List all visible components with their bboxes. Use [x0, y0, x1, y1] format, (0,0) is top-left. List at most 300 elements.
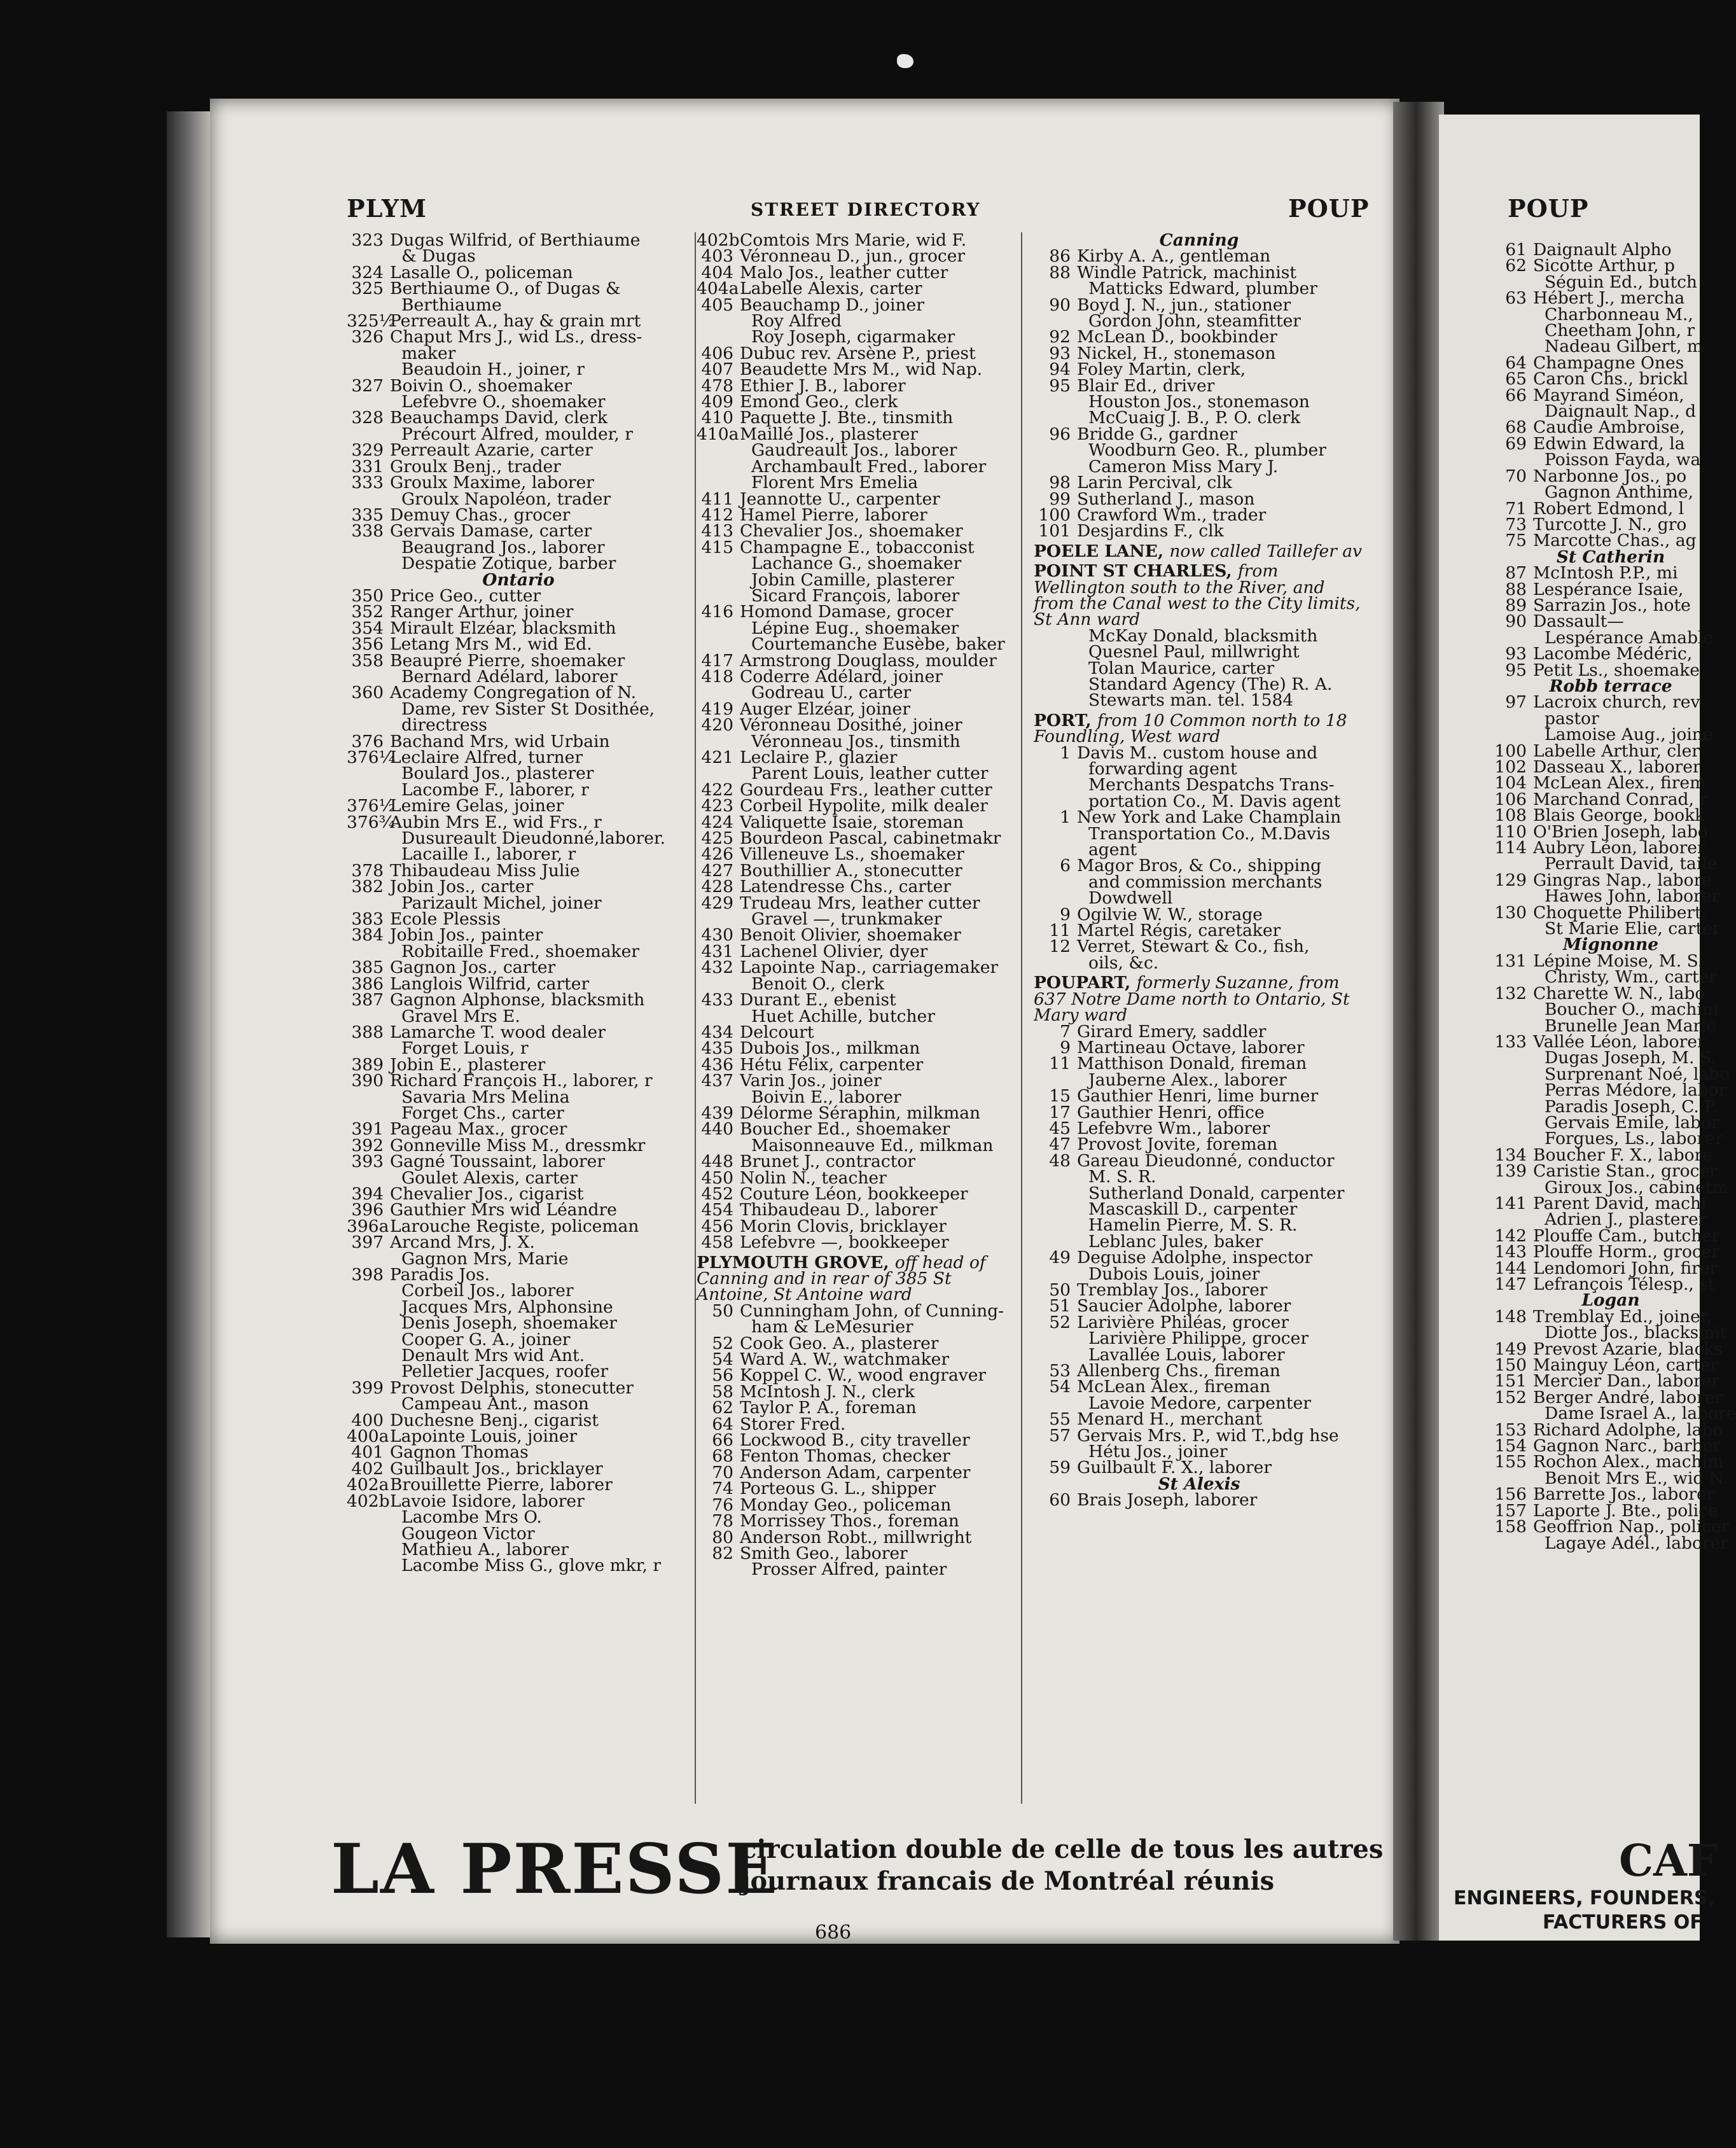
house-number: 437: [701, 1071, 733, 1091]
directory-entry: [1034, 690, 1364, 711]
street-description: now called Taillefer av: [1169, 541, 1363, 561]
resident-text: Lespérance Amable: [1545, 627, 1714, 648]
house-number: 358: [351, 650, 384, 671]
resident-text: Chaput Mrs J., wid Ls., dress-: [390, 327, 642, 347]
house-number: 398: [351, 1265, 384, 1285]
resident-text: & Dugas: [401, 246, 476, 267]
resident-text: Duchesne Benj., cigarist: [390, 1410, 599, 1430]
resident-text: Mascaskill D., carpenter: [1088, 1199, 1298, 1219]
resident-text: Matthison Donald, fireman: [1077, 1054, 1307, 1074]
resident-text: Groulx Napoléon, trader: [401, 489, 611, 509]
resident-text: Boyd J. N., jun., stationer: [1077, 295, 1291, 315]
house-number: 155: [1494, 1452, 1527, 1472]
resident-text: Véronneau Dosithé, joiner: [740, 715, 962, 736]
house-number: 62: [712, 1398, 733, 1418]
street-description: formerly Suzanne, from 637 Notre Dame north to Ontario, St Mary ward: [1034, 973, 1350, 1026]
house-number: 390: [351, 1071, 384, 1091]
resident-text: Lendomori John, firer: [1533, 1258, 1718, 1278]
resident-text: Mayrand Siméon,: [1533, 385, 1684, 405]
resident-text: Blais George, bookk: [1533, 806, 1705, 826]
resident-text: Beaudoin H., joiner, r: [401, 359, 585, 380]
resident-text: Courtemanche Eusèbe, baker: [751, 634, 1005, 655]
resident-text: Champagne Ones: [1533, 352, 1684, 373]
house-number: 389: [351, 1054, 384, 1075]
house-number: 106: [1494, 789, 1527, 809]
resident-text: Daignault Nap., d: [1545, 401, 1697, 422]
resident-text: Durant E., ebenist: [740, 990, 896, 1010]
house-number: 384: [351, 925, 384, 945]
resident-text: Allenberg Chs., fireman: [1077, 1361, 1281, 1381]
house-number: 400a: [347, 1426, 389, 1447]
resident-text: Lacombe Mrs O.: [401, 1507, 542, 1528]
resident-text: Groulx Benj., trader: [390, 456, 561, 477]
resident-text: Lacombe Médéric,: [1533, 644, 1693, 664]
house-number: 396: [351, 1200, 384, 1220]
house-number: 93: [1505, 644, 1527, 664]
resident-text: Lépine Moise, M. S.: [1533, 951, 1704, 971]
house-number: 325½: [347, 311, 396, 331]
ad-text: [741, 1834, 1383, 1897]
house-number: 430: [701, 925, 733, 945]
house-number: 134: [1494, 1145, 1527, 1165]
resident-text: Délorme Séraphin, milkman: [740, 1103, 981, 1123]
resident-text: Narbonne Jos., po: [1533, 466, 1687, 486]
house-number: 93: [1049, 343, 1071, 363]
running-head-center: STREET DIRECTORY: [751, 199, 981, 220]
street-name: PORT,: [1034, 710, 1097, 730]
resident-text: Larivière Philéas, grocer: [1077, 1312, 1289, 1332]
house-number: 74: [712, 1479, 733, 1499]
resident-text: Boivin E., laborer: [751, 1087, 901, 1107]
resident-text: Gagnon Mrs, Marie: [401, 1248, 569, 1269]
house-number: 376¾: [347, 812, 396, 832]
resident-text: Christy, Wm., carter: [1545, 967, 1717, 987]
resident-text: Monday Geo., policeman: [740, 1495, 952, 1515]
house-number: 434: [701, 1022, 733, 1042]
resident-text: Gingras Nap., labore: [1533, 870, 1712, 890]
resident-text: Beaudette Mrs M., wid Nap.: [740, 359, 983, 380]
house-number: 421: [701, 748, 733, 767]
resident-text: ham & LeMesurier: [751, 1317, 913, 1337]
resident-text: Koppel C. W., wood engraver: [740, 1365, 987, 1386]
resident-text: Martineau Octave, laborer: [1077, 1037, 1305, 1057]
resident-text: Kirby A. A., gentleman: [1077, 246, 1271, 267]
house-number: 47: [1049, 1134, 1071, 1155]
resident-text: Charette W. N., labo: [1533, 983, 1705, 1003]
resident-text: Comtois Mrs Marie, wid F.: [740, 230, 967, 250]
resident-text: Lefebvre Wm., laborer: [1077, 1118, 1270, 1138]
resident-text: Provost Delphis, stonecutter: [390, 1377, 634, 1398]
resident-text: Hamel Pierre, laborer: [740, 505, 927, 525]
directory-column-1: [347, 232, 690, 1574]
resident-text: Prevost Azarie, blacks: [1533, 1339, 1723, 1359]
resident-text: Hamelin Pierre, M. S. R.: [1088, 1215, 1298, 1236]
resident-text: Matticks Edward, plumber: [1088, 279, 1317, 299]
street-entry: [697, 1252, 1024, 1305]
resident-text: Cooper G. A., joiner: [401, 1329, 571, 1349]
resident-text: Gervais Emile, labor: [1545, 1112, 1719, 1133]
resident-text: Denis Joseph, shoemaker: [401, 1313, 617, 1334]
house-number: 385: [351, 958, 384, 978]
directory-entry: [697, 297, 1024, 313]
house-number: 335: [351, 505, 384, 525]
resident-text: Perreault A., hay & grain mrt: [390, 311, 641, 331]
house-number: 9: [1060, 904, 1071, 924]
resident-text: Lefrançois Télesp., st: [1533, 1274, 1715, 1294]
house-number: 52: [1049, 1312, 1071, 1332]
resident-text: Lépine Eug., shoemaker: [751, 618, 959, 638]
house-number: 82: [712, 1543, 733, 1563]
house-number: 338: [351, 521, 384, 541]
house-number: 95: [1049, 375, 1071, 396]
resident-text: Caristie Stan., grocer: [1533, 1161, 1718, 1182]
running-head-right: POUP: [1288, 194, 1370, 223]
resident-text: Dubois Jos., milkman: [740, 1038, 920, 1059]
resident-text: Choquette Philibert,: [1533, 902, 1707, 923]
resident-text: Brunet J., contractor: [740, 1152, 915, 1172]
section-heading: Ontario: [482, 569, 555, 590]
resident-text: Lachenel Olivier, dyer: [740, 941, 928, 961]
resident-text: Letang Mrs M., wid Ed.: [390, 634, 592, 655]
house-number: 439: [701, 1103, 733, 1123]
resident-text: Guilbault F. X., laborer: [1077, 1458, 1272, 1478]
house-number: 62: [1505, 256, 1527, 276]
resident-text: Demuy Chas., grocer: [390, 505, 571, 525]
resident-text: Gervais Mrs. P., wid T.,bdg hse: [1077, 1425, 1339, 1446]
street-entry: [1034, 710, 1364, 747]
house-number: 331: [351, 456, 384, 477]
house-number: 415: [701, 537, 733, 557]
resident-text: Paradis Jos.: [390, 1265, 490, 1285]
house-number: 391: [351, 1119, 384, 1140]
house-number: 130: [1494, 902, 1527, 923]
resident-text: Sicard François, laborer: [751, 585, 960, 606]
house-number: 45: [1049, 1118, 1071, 1138]
house-number: 157: [1494, 1500, 1527, 1521]
resident-text: Woodburn Geo. R., plumber: [1088, 440, 1326, 461]
resident-text: Crawford Wm., trader: [1077, 505, 1267, 525]
resident-text: Perrault David, taile: [1545, 854, 1718, 874]
house-number: 54: [712, 1349, 733, 1370]
house-number: 333: [351, 473, 384, 493]
resident-text: Larivière Philippe, grocer: [1088, 1329, 1309, 1349]
resident-text: Hétu Jos., joiner: [1088, 1442, 1228, 1462]
street-entry: [1034, 563, 1364, 628]
resident-text: McIntosh J. N., clerk: [740, 1381, 915, 1402]
house-number: 350: [351, 585, 384, 606]
resident-text: Robert Edmond, l: [1533, 498, 1684, 519]
resident-text: Tremblay Jos., laborer: [1077, 1280, 1268, 1300]
house-number: 431: [701, 941, 733, 961]
house-number: 58: [712, 1381, 733, 1402]
resident-text: Hébert J., mercha: [1533, 288, 1685, 309]
house-number: 432: [701, 958, 733, 978]
house-number: 382: [351, 877, 384, 897]
house-number: 49: [1049, 1248, 1071, 1268]
house-number: 132: [1494, 983, 1527, 1003]
house-number: 394: [351, 1183, 384, 1204]
house-number: 158: [1494, 1517, 1527, 1537]
house-number: 418: [701, 666, 733, 687]
resident-text: Verret, Stewart & Co., fish,: [1077, 937, 1310, 957]
resident-text: Deguise Adolphe, inspector: [1077, 1248, 1313, 1268]
street-entry: [1034, 973, 1364, 1026]
resident-text: Prosser Alfred, painter: [751, 1559, 947, 1580]
directory-entry: [347, 279, 690, 299]
resident-text: Armstrong Douglass, moulder: [740, 650, 997, 671]
resident-text: Lavoie Medore, carpenter: [1088, 1393, 1311, 1413]
resident-text: Plouffe Cam., butcher: [1533, 1225, 1720, 1246]
resident-text: Gourdeau Frs., leather cutter: [740, 779, 992, 800]
resident-text: agent: [1088, 840, 1137, 860]
resident-text: Emond Geo., clerk: [740, 392, 898, 412]
house-number: 404: [701, 262, 733, 282]
resident-text: Cheetham John, r: [1545, 321, 1695, 341]
house-number: 50: [712, 1301, 733, 1321]
resident-text: Gonneville Miss M., dressmkr: [390, 1135, 646, 1155]
house-number: 401: [351, 1442, 384, 1463]
resident-text: Storer Fred.: [740, 1414, 846, 1434]
resident-text: Dassault—: [1533, 611, 1624, 632]
house-number: 104: [1494, 773, 1527, 793]
resident-text: Dugas Wilfrid, of Berthiaume: [390, 230, 641, 250]
resident-text: Bouthillier A., stonecutter: [740, 860, 962, 881]
directory-entry: [1034, 1492, 1364, 1508]
resident-text: Magor Bros, & Co., shipping: [1077, 856, 1322, 876]
resident-text: Turcotte J. N., gro: [1533, 514, 1687, 534]
house-number: 78: [712, 1511, 733, 1531]
resident-text: Jacques Mrs, Alphonsine: [401, 1297, 613, 1317]
resident-text: Ward A. W., watchmaker: [740, 1349, 950, 1370]
house-number: 108: [1494, 806, 1527, 826]
house-number: 456: [701, 1216, 733, 1236]
resident-text: Charbonneau M.,: [1545, 304, 1693, 324]
resident-text: Mathieu A., laborer: [401, 1539, 569, 1559]
house-number: 11: [1049, 1054, 1071, 1074]
house-number: 376¼: [347, 748, 396, 767]
resident-text: Chevalier Jos., cigarist: [390, 1183, 584, 1204]
house-number: 97: [1505, 692, 1527, 713]
house-number: 411: [701, 489, 733, 509]
resident-text: Lacaille I., laborer, r: [401, 844, 576, 865]
directory-entry: [347, 701, 690, 717]
resident-text: Labelle Arthur, cler: [1533, 741, 1700, 761]
street-description: from Wellington south to the River, and from the Canal west to the City limits, St Ann ward: [1034, 561, 1361, 630]
resident-text: Vallée Léon, laborer: [1533, 1031, 1705, 1052]
house-number: 327: [351, 375, 384, 396]
house-number: 150: [1494, 1355, 1527, 1376]
resident-text: pastor: [1545, 708, 1599, 729]
resident-text: Godreau U., carter: [751, 683, 912, 703]
resident-text: Gauthier Mrs wid Léandre: [390, 1200, 617, 1220]
resident-text: Plouffe Horm., grocer: [1533, 1242, 1720, 1262]
house-number: 139: [1494, 1161, 1527, 1182]
house-number: 423: [701, 796, 733, 816]
resident-text: Transportation Co., M.Davis: [1088, 823, 1331, 844]
house-number: 360: [351, 683, 384, 703]
house-number: 148: [1494, 1306, 1527, 1327]
resident-text: Lamoise Aug., joine: [1545, 725, 1713, 745]
resident-text: Surprenant Noé, labo: [1545, 1064, 1730, 1084]
resident-text: Corbeil Jos., laborer: [401, 1281, 574, 1301]
house-number: 402b: [347, 1491, 390, 1511]
resident-text: Labelle Alexis, carter: [740, 279, 922, 299]
resident-text: Daignault Alpho: [1533, 240, 1672, 260]
resident-text: Lemire Gelas, joiner: [390, 796, 564, 816]
house-number: 75: [1505, 531, 1527, 551]
resident-text: portation Co., M. Davis agent: [1088, 791, 1341, 811]
ad2-title: CAF: [1619, 1836, 1718, 1886]
house-number: 419: [701, 699, 733, 719]
house-number: 71: [1505, 498, 1527, 519]
resident-text: Hawes John, laborer: [1545, 886, 1720, 907]
resident-text: Paquette J. Bte., tinsmith: [740, 408, 954, 428]
resident-text: Beaugrand Jos., laborer: [401, 537, 605, 557]
house-number: 151: [1494, 1371, 1527, 1391]
resident-text: Smith Geo., laborer: [740, 1543, 908, 1563]
house-number: 448: [701, 1152, 733, 1172]
resident-text: Varin Jos., joiner: [740, 1071, 882, 1091]
resident-text: Jobin Jos., carter: [390, 877, 534, 897]
house-number: 407: [701, 359, 733, 380]
resident-text: Sutherland Donald, carpenter: [1088, 1183, 1345, 1203]
ad2-line-2: FACTURERS OF: [1543, 1911, 1703, 1934]
street-name: POELE LANE,: [1034, 541, 1170, 561]
house-number: 386: [351, 973, 384, 994]
house-number: 383: [351, 909, 384, 930]
house-number: 149: [1494, 1339, 1527, 1359]
resident-text: Larin Percival, clk: [1077, 473, 1232, 493]
resident-text: Gagnon Narc., barber: [1533, 1436, 1721, 1456]
resident-text: Laporte J. Bte., police: [1533, 1500, 1718, 1521]
resident-text: Ranger Arthur, joiner: [390, 602, 574, 622]
house-number: 73: [1505, 514, 1527, 534]
directory-column-2: [697, 232, 1024, 1578]
house-number: 96: [1049, 424, 1071, 444]
house-number: 9: [1060, 1037, 1071, 1057]
column-rule: [695, 232, 696, 1804]
resident-text: Robitaille Fred., shoemaker: [401, 941, 639, 961]
resident-text: Gagnon Alphonse, blacksmith: [390, 990, 645, 1010]
resident-text: Quesnel Paul, millwright: [1088, 642, 1300, 662]
directory-column-3: [1034, 232, 1364, 1509]
house-number: 129: [1494, 870, 1527, 890]
resident-text: McIntosh P.P., mi: [1533, 563, 1678, 583]
resident-text: Maisonneauve Ed., milkman: [751, 1135, 994, 1155]
resident-text: Anderson Adam, carpenter: [740, 1462, 971, 1482]
resident-text: Nolin N., teacher: [740, 1168, 887, 1188]
house-number: 393: [351, 1152, 384, 1172]
resident-text: Thibaudeau D., laborer: [740, 1200, 938, 1220]
section-heading: Canning: [1159, 230, 1239, 250]
house-number: 156: [1494, 1484, 1527, 1505]
resident-text: Mercier Dan., laborer: [1533, 1371, 1720, 1391]
resident-text: Corbeil Hypolite, milk dealer: [740, 796, 988, 816]
resident-text: Thibaudeau Miss Julie: [390, 860, 580, 881]
house-number: 12: [1049, 937, 1071, 957]
house-number: 417: [701, 650, 733, 671]
resident-text: Brouillette Pierre, laborer: [390, 1475, 613, 1495]
resident-text: Huet Achille, butcher: [751, 1006, 935, 1026]
section-heading: Logan: [1581, 1290, 1640, 1311]
house-number: 426: [701, 844, 733, 865]
house-number: 378: [351, 860, 384, 881]
street-name: PLYMOUTH GROVE,: [697, 1252, 895, 1273]
directory-entry: [1034, 523, 1364, 539]
directory-entry: [347, 329, 690, 345]
resident-text: Dugas Joseph, M. S.: [1545, 1048, 1716, 1068]
resident-text: Marcotte Chas., ag: [1533, 531, 1697, 551]
resident-text: Valiquette Isaie, storeman: [740, 812, 964, 832]
resident-text: Leclaire P., glazier: [740, 748, 898, 767]
house-number: 402: [351, 1458, 384, 1479]
house-number: 64: [1505, 352, 1527, 373]
house-number: 59: [1049, 1458, 1071, 1478]
resident-text: Lacombe F., laborer, r: [401, 779, 589, 800]
ad-logo: LA PRESSE: [331, 1829, 779, 1909]
resident-text: Richard François H., laborer, r: [390, 1071, 653, 1091]
resident-text: Morin Clovis, bricklayer: [740, 1216, 947, 1236]
resident-text: Pelletier Jacques, roofer: [401, 1362, 609, 1382]
resident-text: Lespérance Isaie,: [1533, 579, 1684, 599]
resident-text: Savaria Mrs Melina: [401, 1087, 570, 1107]
resident-text: Lasalle O., policeman: [390, 262, 573, 282]
resident-text: Gauthier Henri, lime burner: [1077, 1086, 1319, 1106]
resident-text: Lagaye Adél., laborer: [1545, 1533, 1728, 1553]
resident-text: Barrette Jos., laborer: [1533, 1484, 1715, 1505]
resident-text: Benoit O., clerk: [751, 973, 884, 994]
house-number: 63: [1505, 288, 1527, 309]
resident-text: Dusureault Dieudonné,laborer.: [401, 828, 666, 849]
house-number: 142: [1494, 1225, 1527, 1246]
directory-entry: [1490, 1535, 1732, 1551]
resident-text: Beauchamp D., joiner: [740, 295, 924, 315]
resident-text: Chevalier Jos., shoemaker: [740, 521, 963, 541]
resident-text: Stewarts man. tel. 1584: [1088, 690, 1294, 711]
resident-text: Roy Alfred: [751, 311, 842, 331]
resident-text: directress: [401, 715, 487, 736]
right-page: [1439, 115, 1736, 1941]
resident-text: Despatie Zotique, barber: [401, 554, 616, 574]
house-number: 52: [712, 1333, 733, 1353]
resident-text: Delcourt: [740, 1022, 814, 1042]
resident-text: Cook Geo. A., plasterer: [740, 1333, 939, 1353]
house-number: 429: [701, 893, 733, 913]
resident-text: Houston Jos., stonemason: [1088, 392, 1310, 412]
house-number: 1: [1060, 743, 1071, 763]
house-number: 100: [1038, 505, 1071, 525]
resident-text: Aubry Léon, laborer: [1533, 838, 1705, 858]
house-number: 392: [351, 1135, 384, 1155]
resident-text: Gaudreault Jos., laborer: [751, 440, 957, 461]
resident-text: Nadeau Gilbert, m: [1545, 337, 1703, 357]
house-number: 427: [701, 860, 733, 881]
resident-text: Benoit Olivier, shoemaker: [740, 925, 961, 945]
house-number: 400: [351, 1410, 384, 1430]
house-number: 110: [1494, 821, 1527, 842]
house-number: 436: [701, 1054, 733, 1075]
resident-text: Marchand Conrad, r: [1533, 789, 1708, 809]
resident-text: Parent Louis, leather cutter: [751, 764, 989, 784]
house-number: 56: [712, 1365, 733, 1386]
resident-text: Dame Israel A., labore: [1545, 1404, 1736, 1424]
resident-text: Academy Congregation of N.: [390, 683, 636, 703]
resident-text: Brunelle Jean Marie: [1545, 1015, 1717, 1036]
resident-text: Jauberne Alex., laborer: [1088, 1070, 1287, 1090]
resident-text: Véronneau D., jun., grocer: [740, 246, 966, 267]
resident-text: Edwin Edward, la: [1533, 433, 1685, 454]
resident-text: Brais Joseph, laborer: [1077, 1490, 1258, 1510]
